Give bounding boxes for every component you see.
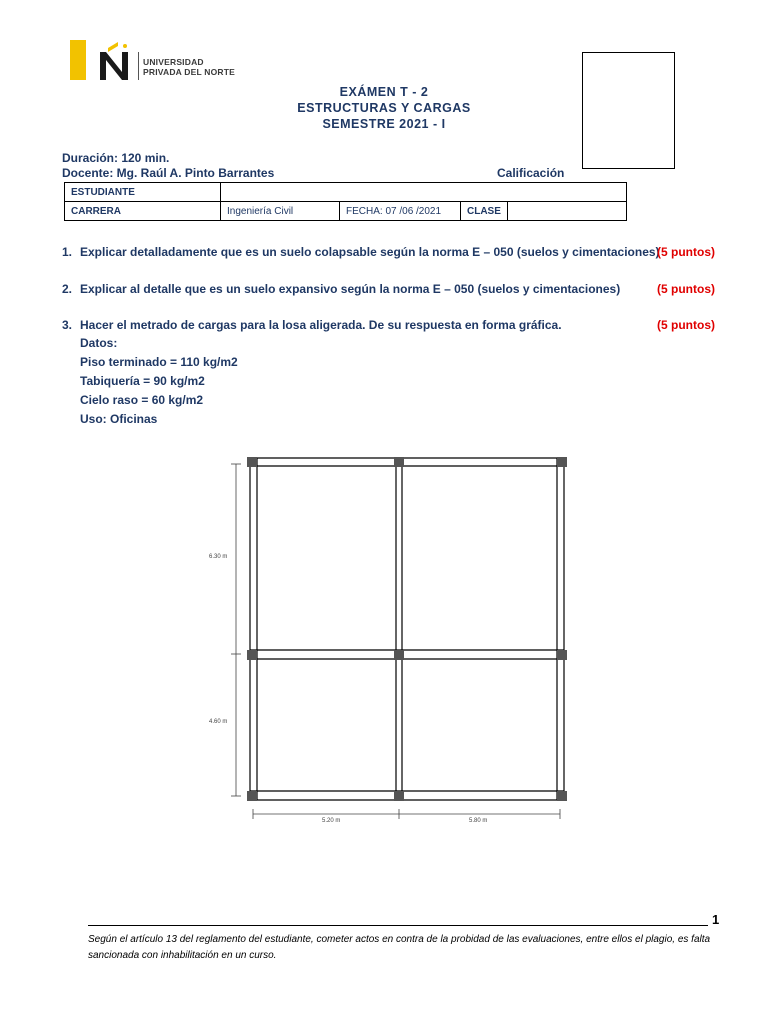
- course-title: ESTRUCTURAS Y CARGAS: [297, 101, 471, 115]
- question-3-number: 3.: [62, 318, 73, 332]
- column: [394, 457, 404, 467]
- university-logo-icon: [96, 40, 136, 84]
- dimension-label-bottom: 4.60 m: [209, 719, 228, 725]
- semester-title: SEMESTRE 2021 - I: [322, 117, 446, 131]
- question-1-text: Explicar detalladamente que es un suelo colapsable según la norma E – 050 (suelos y cimentaciones): [80, 245, 660, 259]
- class-field[interactable]: [508, 202, 627, 221]
- column: [394, 650, 404, 660]
- column: [247, 650, 257, 660]
- logo-line2: PRIVADA DEL NORTE: [143, 67, 236, 77]
- student-field[interactable]: [221, 183, 627, 202]
- logo-text: [143, 57, 235, 77]
- career-label: CARRERA: [65, 202, 221, 221]
- exam-title: EXÁMEN T - 2: [339, 85, 429, 99]
- duration: Duración: 120 min.: [62, 151, 170, 165]
- table-row: [65, 183, 627, 202]
- column: [557, 457, 567, 467]
- datos-heading: Datos:: [80, 336, 118, 350]
- page-number: 1: [712, 912, 720, 927]
- dato-item: Piso terminado = 110 kg/m2: [80, 355, 238, 369]
- student-info-table: [64, 182, 627, 221]
- column: [247, 457, 257, 467]
- teacher: Docente: Mg. Raúl A. Pinto Barrantes: [62, 166, 275, 180]
- career-value: Ingeniería Civil: [221, 202, 340, 221]
- logo-divider: [138, 52, 139, 80]
- question-2-text: Explicar al detalle que es un suelo expansivo según la norma E – 050 (suelos y cimentaciones): [80, 282, 621, 296]
- column: [394, 791, 404, 801]
- column: [557, 791, 567, 801]
- column: [247, 791, 257, 801]
- question-1-number: 1.: [62, 245, 73, 259]
- dato-item: Cielo raso = 60 kg/m2: [80, 393, 204, 407]
- dato-item: Tabiquería = 90 kg/m2: [80, 374, 205, 388]
- dimension-label-left-span: 5.20 m: [322, 818, 341, 824]
- dimension-label-top: 6.30 m: [209, 554, 228, 560]
- question-3-points: (5 puntos): [657, 318, 715, 332]
- footer-rule: [88, 925, 708, 926]
- table-row: [65, 202, 627, 221]
- student-label: ESTUDIANTE: [65, 183, 221, 202]
- dimension-label-right-span: 5.80 m: [469, 818, 488, 824]
- logo-yellow-bar: [70, 40, 86, 80]
- grade-label: Calificación: [497, 166, 565, 180]
- question-2-points: (5 puntos): [657, 282, 715, 296]
- logo-line1: UNIVERSIDAD: [143, 57, 204, 67]
- date-field: FECHA: 07 /06 /2021: [340, 202, 461, 221]
- grade-box[interactable]: [582, 52, 675, 169]
- class-label: CLASE: [461, 202, 508, 221]
- footer-note: Según el artículo 13 del reglamento del estudiante, cometer actos en contra de la probidad de las evaluaciones, entre ellos el plagio, es falta sancionada con inhabilitación en un curso.: [88, 934, 711, 961]
- slab-floor-plan: [0, 440, 768, 840]
- question-2-number: 2.: [62, 282, 73, 296]
- question-1-points: (5 puntos): [657, 245, 715, 259]
- column: [557, 650, 567, 660]
- dato-item: Uso: Oficinas: [80, 412, 158, 426]
- question-3-text: Hacer el metrado de cargas para la losa aligerada. De su respuesta en forma gráfica.: [80, 318, 562, 332]
